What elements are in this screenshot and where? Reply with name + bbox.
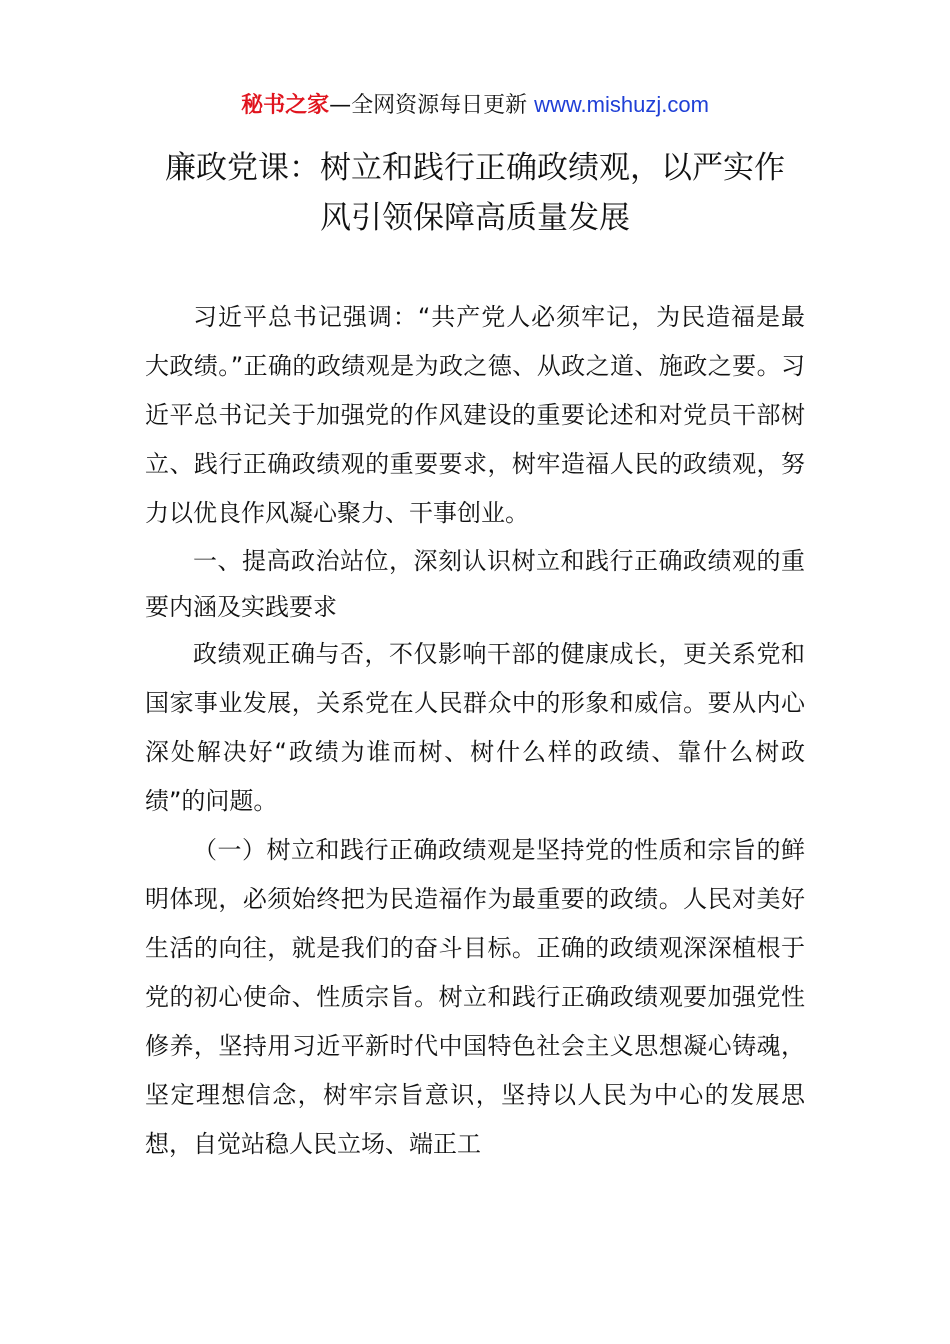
site-header (0, 88, 950, 123)
paragraph-intro: 习近平总书记强调：“共产党人必须牢记，为民造福是最大政绩。”正确的政绩观是为政之德、从政之道、施政之要。习近平总书记关于加强党的作风建设的重要论述和对党员干部树立、践行正确政绩观的重要要求，树牢造福人民的政绩观，努力以优良作风凝心聚力、干事创业。 (145, 303, 805, 527)
site-brand: 秘书之家 (241, 93, 330, 118)
document-title (100, 143, 850, 243)
site-tagline: —全网资源每日更新 (329, 93, 535, 118)
section-heading-1: 一、提高政治站位，深刻认识树立和践行正确政绩观的重要内涵及实践要求 (145, 547, 805, 621)
document-body (145, 293, 805, 1169)
paragraph-subsection-1: （一）树立和践行正确政绩观是坚持党的性质和宗旨的鲜明体现，必须始终把为民造福作为最重要的政绩。人民对美好生活的向往，就是我们的奋斗目标。正确的政绩观深深植根于党的初心使命、性质宗旨。树立和践行正确政绩观要加强党性修养，坚持用习近平新时代中国特色社会主义思想凝心铸魂，坚定理想信念，树牢宗旨意识，坚持以人民为中心的发展思想，自觉站稳人民立场、端正工 (145, 836, 805, 1158)
site-url-link[interactable]: www.mishuzj.com (534, 92, 709, 117)
paragraph-section-1: 政绩观正确与否，不仅影响干部的健康成长，更关系党和国家事业发展，关系党在人民群众中的形象和威信。要从内心深处解决好“政绩为谁而树、树什么样的政绩、靠什么树政绩”的问题。 (145, 640, 805, 815)
title-line-2: 风引领保障高质量发展 (320, 200, 630, 236)
title-line-1: 廉政党课：树立和践行正确政绩观，以严实作 (165, 150, 785, 186)
